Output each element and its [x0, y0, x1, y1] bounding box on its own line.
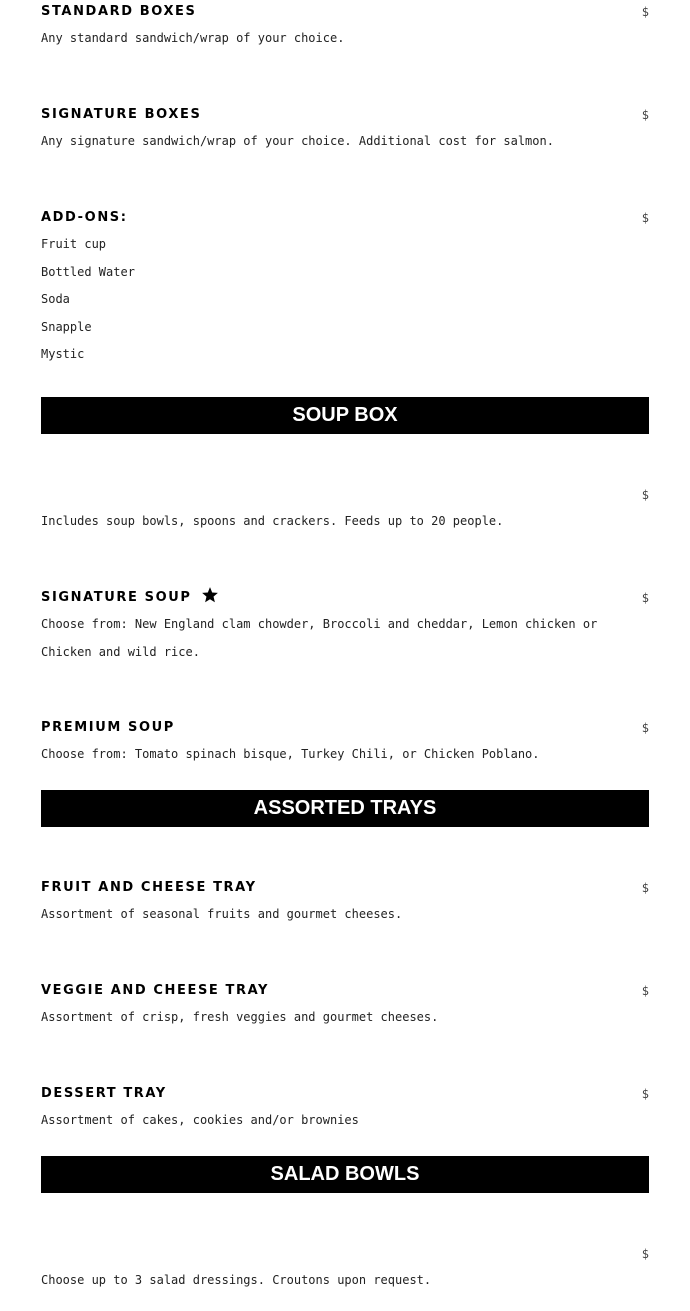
section-heading-assorted-trays: ASSORTED TRAYS — [41, 790, 649, 827]
add-on-item: Bottled Water — [41, 264, 135, 279]
menu-item-description: Assortment of crisp, fresh veggies and gourmet cheeses. — [41, 1010, 439, 1024]
menu-item-description: Choose from: New England clam chowder, Broccoli and cheddar, Lemon chicken or Chicken and wild rice. — [41, 617, 598, 659]
menu-item-description: Any standard sandwich/wrap of your choice. — [41, 31, 345, 45]
menu-item-price: $ — [641, 1087, 649, 1101]
menu-item-description: Assortment of seasonal fruits and gourmet cheeses. — [41, 907, 403, 921]
menu-item-signature-boxes — [41, 104, 649, 155]
menu-item-price: $ — [641, 211, 649, 225]
menu-item-title: STANDARD BOXES — [41, 4, 197, 19]
add-on-item: Fruit cup — [41, 237, 107, 251]
menu-item-add-ons — [41, 207, 649, 369]
menu-item-soup-box-intro — [41, 484, 649, 535]
menu-item-title: SIGNATURE BOXES — [41, 107, 202, 122]
menu-item-title-row — [41, 587, 649, 609]
menu-item-price: $ — [641, 881, 649, 895]
menu-item-title: DESSERT TRAY — [41, 1086, 167, 1101]
menu-item-price: $ — [641, 488, 649, 502]
menu-item-title: VEGGIE AND CHEESE TRAY — [41, 983, 270, 998]
menu-item-signature-soup — [41, 587, 649, 666]
add-on-list — [41, 231, 649, 369]
menu-item-dessert-tray — [41, 1083, 649, 1134]
menu-item-fruit-cheese-tray — [41, 877, 649, 928]
menu-item-title: SIGNATURE SOUP — [41, 590, 192, 605]
menu-item-title-empty — [41, 1243, 649, 1265]
menu-item-price: $ — [641, 5, 649, 19]
add-on-item: Mystic — [41, 347, 85, 361]
star-icon — [201, 586, 219, 604]
section-heading-soup-box: SOUP BOX — [41, 397, 649, 434]
menu-item-price: $ — [641, 1247, 649, 1261]
menu-item-price: $ — [641, 591, 649, 605]
add-on-item: Soda — [41, 292, 70, 306]
menu-item-title: ADD-ONS: — [41, 210, 128, 225]
menu-item-description: Choose up to 3 salad dressings. Croutons upon request. — [41, 1273, 432, 1287]
menu-item-title-empty — [41, 484, 649, 506]
menu-item-title: FRUIT AND CHEESE TRAY — [41, 880, 257, 895]
menu-item-premium-soup — [41, 717, 649, 768]
menu-item-title: PREMIUM SOUP — [41, 720, 175, 735]
menu-item-price: $ — [641, 984, 649, 998]
menu-item-description: Choose from: Tomato spinach bisque, Turkey Chili, or Chicken Poblano. — [41, 747, 540, 761]
menu-item-standard-boxes — [41, 1, 649, 52]
menu-item-veggie-cheese-tray — [41, 980, 649, 1031]
menu-item-description: Any signature sandwich/wrap of your choice. Additional cost for salmon. — [41, 134, 554, 148]
menu-item-price: $ — [641, 108, 649, 122]
menu-item-description: Assortment of cakes, cookies and/or brownies — [41, 1113, 359, 1127]
menu-item-price: $ — [641, 721, 649, 735]
add-on-item: Snapple — [41, 319, 92, 334]
section-heading-salad-bowls: SALAD BOWLS — [41, 1156, 649, 1193]
menu-item-description: Includes soup bowls, spoons and crackers. Feeds up to 20 people. — [41, 514, 504, 528]
menu-item-salad-bowls-intro — [41, 1243, 649, 1294]
